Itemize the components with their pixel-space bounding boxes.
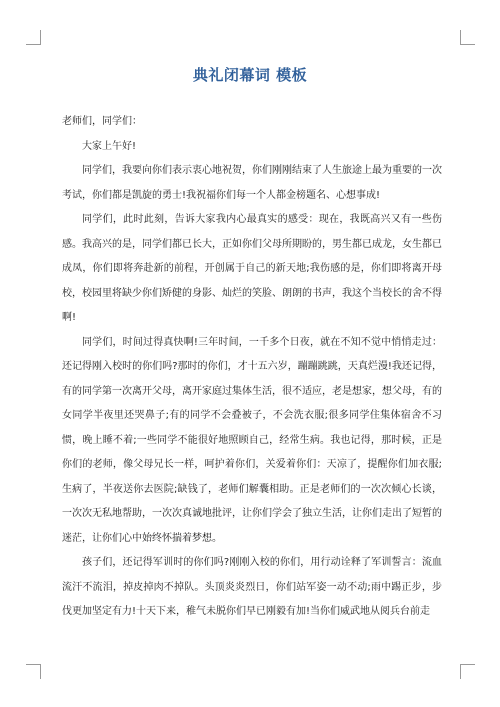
document-title: 典礼闭幕词 模板 — [192, 66, 308, 84]
salutation: 老师们，同学们： — [62, 116, 142, 127]
crop-mark-top-left — [26, 30, 41, 45]
paragraph: 同学们，此时此刻，告诉大家我内心最真实的感受：现在，我既高兴又有一些伤感。我高兴的是，同学们都已长大，正如你们父母所期盼的，男生都已成龙，女生都已成凤，你们即将奔赴新的前程，开创属于自己的新天地;我伤感的是，你们即将离开母校，校园里将缺少你们矫健的身影、灿烂的笑脸、朗朗的书声，我这个当校长的舍不得啊! — [62, 214, 442, 323]
paragraph: 孩子们，还记得军训时的你们吗?刚刚入校的你们，用行动诠释了军训誓言：流血流汗不流泪，掉皮掉肉不掉队。头顶炎炎烈日，你们站军姿一动不动;雨中踢正步，步伐更加坚定有力!十天下来，稚气未脱你们早已刚毅有加!当你们威武地从阅兵台前走 — [62, 557, 442, 617]
paragraph: 同学们，时间过得真快啊!三年时间，一千多个日夜，就在不知不觉中悄悄走过：还记得刚入校时的你们吗?那时的你们，才十五六岁，蹦蹦跳跳，天真烂漫!我还记得，有的同学第一次离开父母，离开家庭过集体生活，很不适应，老是想家，想父母，有的女同学半夜里还哭鼻子;有的同学不会叠被子，不会洗衣服;很多同学住集体宿舍不习惯，晚上睡不着;一些同学不能很好地照顾自己，经常生病。我也记得，那时候，正是你们的老师，像父母兄长一样，呵护着你们，关爱着你们：天凉了，提醒你们加衣服;生病了，半夜送你去医院;缺钱了，老师们解囊相助。正是老师们的一次次倾心长谈，一次次无私地帮助，一次次真诚地批评，让你们学会了独立生活，让你们走出了短暂的迷茫，让你们心中始终怀揣着梦想。 — [62, 336, 442, 544]
crop-mark-top-right — [460, 30, 475, 45]
crop-mark-bottom-right — [460, 664, 475, 679]
document-body — [62, 110, 442, 625]
crop-mark-bottom-left — [26, 664, 41, 679]
paragraph: 同学们，我要向你们表示衷心地祝贺，你们刚刚结束了人生旅途上最为重要的一次考试，你们都是凯旋的勇士!我祝福你们每一个人都金榜题名、心想事成! — [62, 165, 442, 201]
greeting: 大家上午好! — [82, 140, 137, 152]
